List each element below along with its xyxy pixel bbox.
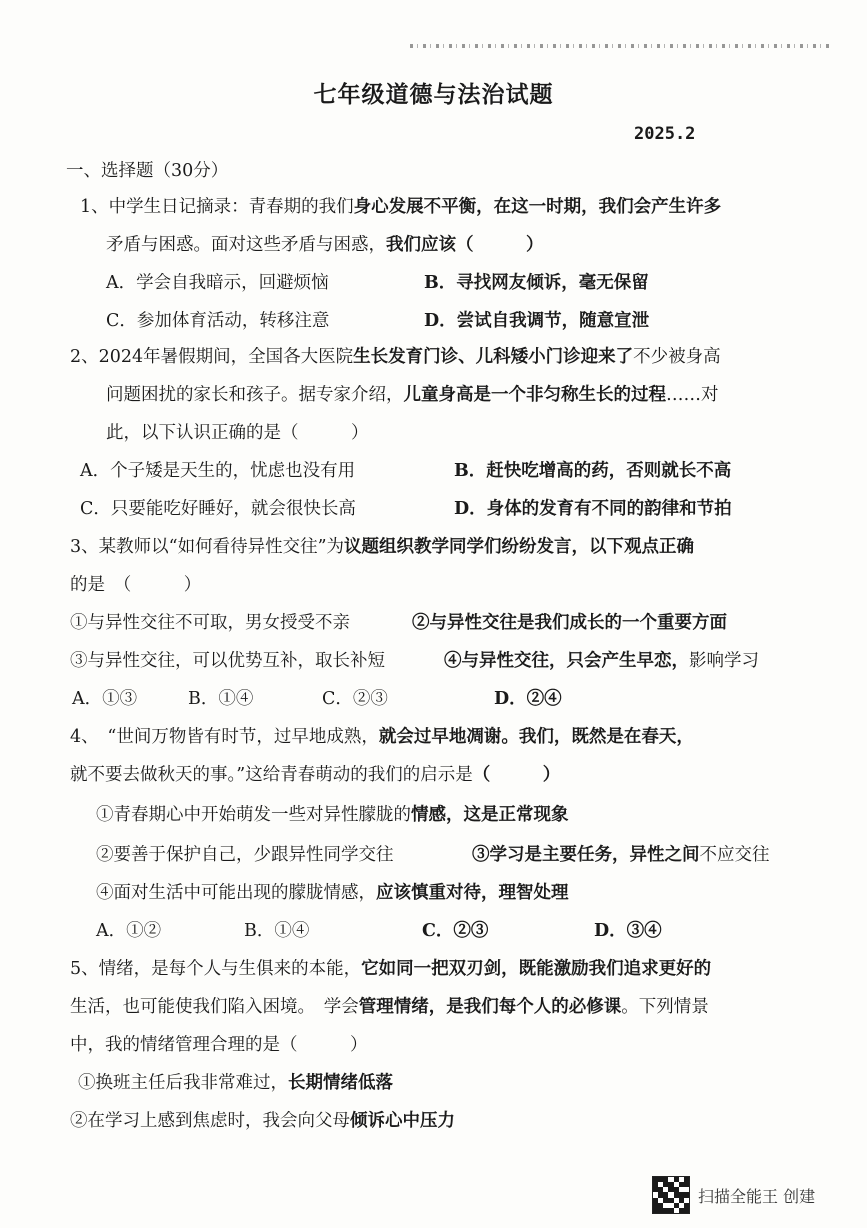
q1-stem-line2: 矛盾与困惑。面对这些矛盾与困惑，我们应该（ ） (106, 235, 544, 255)
q3-statement-4: ④与异性交往，只会产生早恋，影响学习 (444, 651, 759, 671)
q3-statement-1: ①与异性交往不可取，男女授受不亲 (70, 613, 350, 633)
q1-option-d: D．尝试自我调节，随意宣泄 (424, 311, 650, 331)
q5-stem-line1: 5、情绪，是每个人与生俱来的本能，它如同一把双刃剑，既能激励我们追求更好的 (70, 959, 712, 979)
q4-option-d: D．③④ (594, 921, 662, 941)
q2-option-c: C．只要能吃好睡好，就会很快长高 (80, 499, 356, 519)
q4-statement-4: ④面对生活中可能出现的朦胧情感，应该慎重对待，理智处理 (96, 883, 569, 903)
q2-option-a: A．个子矮是天生的，忧虑也没有用 (80, 461, 356, 481)
q4-statement-3: ③学习是主要任务，异性之间不应交往 (472, 845, 770, 865)
q3-statement-3: ③与异性交往，可以优势互补，取长补短 (70, 651, 385, 671)
exam-date: 2025.2 (634, 124, 696, 144)
q2-stem-line2: 问题困扰的家长和孩子。据专家介绍，儿童身高是一个非匀称生长的过程……对 (106, 385, 719, 405)
section-heading: 一、选择题（30分） (66, 161, 229, 181)
q3-stem-line1: 3、某教师以“如何看待异性交往”为议题组织教学同学们纷纷发言，以下观点正确 (70, 537, 695, 557)
q1-option-c: C．参加体育活动，转移注意 (106, 311, 330, 331)
scanner-brand-text: 扫描全能王 创建 (698, 1186, 816, 1206)
q3-option-c: C．②③ (322, 689, 388, 709)
q4-statement-1: ①青春期心中开始萌发一些对异性朦胧的情感，这是正常现象 (96, 805, 569, 825)
q1-option-b: B．寻找网友倾诉，毫无保留 (424, 273, 649, 293)
q2-stem-line1: 2、2024年暑假期间，全国各大医院生长发育门诊、儿科矮小门诊迎来了不少被身高 (70, 347, 721, 367)
scanner-watermark (652, 1176, 815, 1214)
q4-option-c: C．②③ (422, 921, 489, 941)
q3-option-d: D．②④ (494, 689, 562, 709)
qr-code-icon (652, 1176, 690, 1214)
q4-stem-line2: 就不要去做秋天的事。”这给青春萌动的我们的启示是（ ） (70, 765, 561, 785)
q5-statement-1: ①换班主任后我非常难过，长期情绪低落 (78, 1073, 393, 1093)
q1-stem-line1: 1、中学生日记摘录：青春期的我们身心发展不平衡，在这一时期，我们会产生许多 (80, 197, 722, 217)
q2-option-b: B．赶快吃增高的药，否则就长不高 (454, 461, 732, 481)
q3-option-a: A．①③ (72, 689, 138, 709)
q5-statement-2: ②在学习上感到焦虑时，我会向父母倾诉心中压力 (70, 1111, 455, 1131)
q2-option-d: D．身体的发育有不同的韵律和节拍 (454, 499, 732, 519)
q3-statement-2: ②与异性交往是我们成长的一个重要方面 (412, 613, 727, 633)
q4-stem-line1: 4、 “世间万物皆有时节，过早地成熟，就会过早地凋谢。我们，既然是在春天， (70, 727, 694, 747)
q4-statement-2: ②要善于保护自己，少跟异性同学交往 (96, 845, 394, 865)
scan-noise-line (410, 44, 830, 48)
q5-stem-line2: 生活，也可能使我们陷入困境。 学会管理情绪，是我们每个人的必修课。下列情景 (70, 997, 709, 1017)
q2-stem-line3: 此，以下认识正确的是（ ） (106, 423, 369, 443)
page-title: 七年级道德与法治试题 (313, 81, 554, 108)
q3-option-b: B．①④ (188, 689, 254, 709)
q3-stem-line2: 的是 （ ） (70, 575, 202, 595)
q1-option-a: A．学会自我暗示，回避烦恼 (106, 273, 329, 293)
q4-option-b: B．①④ (244, 921, 310, 941)
q4-option-a: A．①② (96, 921, 162, 941)
q5-stem-line3: 中，我的情绪管理合理的是（ ） (70, 1035, 368, 1055)
